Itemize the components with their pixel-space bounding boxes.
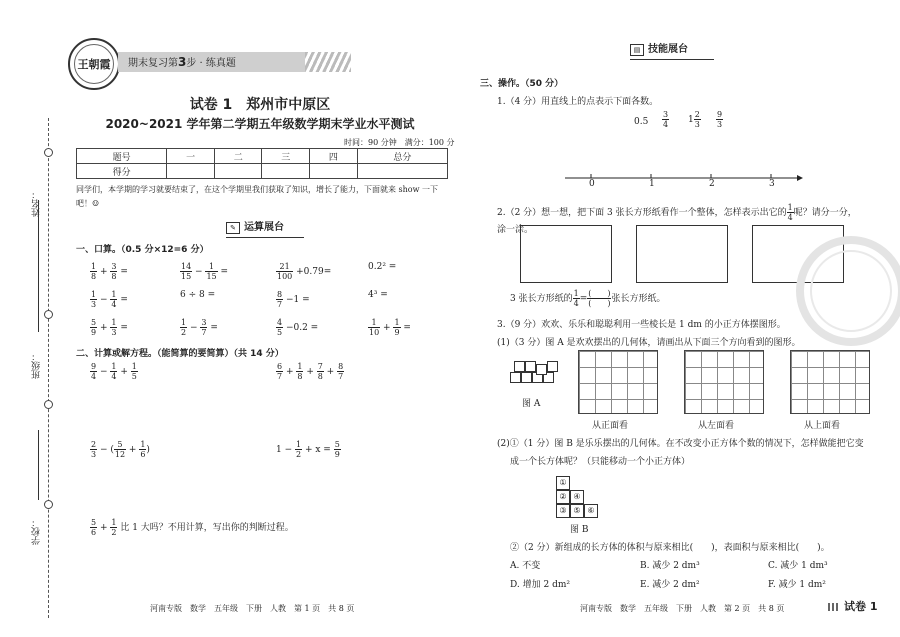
binding-hole <box>44 500 53 509</box>
oral-item[interactable]: $\frac{1}{8}$ + $\frac{3}{8}$ = <box>91 262 128 281</box>
class-field[interactable] <box>38 262 39 332</box>
q3-text: 3.（9 分）欢欢、乐乐和聪聪利用一些棱长是 1 dm 的小正方体摆图形。 <box>497 320 786 330</box>
q1-number: $\frac{9}{3}$ <box>717 110 723 129</box>
oral-item[interactable]: 4³ = <box>368 290 388 300</box>
dots-icon <box>828 603 840 611</box>
score-header: 四 <box>310 149 358 164</box>
choice-e[interactable]: E. 减少 2 dm² <box>640 580 700 590</box>
choice-d[interactable]: D. 增加 2 dm² <box>510 580 570 590</box>
axis-tick-label: 0 <box>589 179 595 189</box>
q2-answer: 3 张长方形纸的 $\frac{1}{4}$ = $\frac{( )}{( )}$ 张长方形纸。 <box>510 289 666 308</box>
figure-b-cell: ③ <box>556 504 570 518</box>
oral-item[interactable]: 0.2² = <box>368 262 397 272</box>
calc-q3[interactable]: $\frac{2}{3}$ − ( $\frac{5}{12}$ + $\frac{1}{6}$ ) <box>91 440 150 459</box>
figure-b-cell: ① <box>556 476 570 490</box>
score-header: 三 <box>262 149 310 164</box>
oral-item[interactable]: $\frac{21}{100}$ +0.79= <box>277 262 332 281</box>
q1-number: 1 $\frac{2}{3}$ <box>688 110 700 129</box>
section-title-skill <box>630 42 714 58</box>
figure-a-label: 图 A <box>522 399 541 409</box>
choice-b[interactable]: B. 减少 2 dm³ <box>640 561 700 571</box>
score-row-label: 得分 <box>77 164 167 179</box>
score-cell[interactable] <box>167 164 215 179</box>
score-header: 总分 <box>357 149 447 164</box>
time-info: 时间：90 分钟 满分：100 分 <box>344 138 455 147</box>
intro-text: 同学们，本学期的学习就要结束了，在这个学期里我们获取了知识，增长了能力，下面就来 show 一下吧！☺ <box>76 185 439 208</box>
oral-item[interactable]: $\frac{1}{2}$ − $\frac{3}{7}$ = <box>181 318 218 337</box>
q3-2-line2: 成一个长方体呢？（只能移动一个小正方体） <box>510 457 691 467</box>
q2-answer-post: 张长方形纸。 <box>611 294 666 304</box>
score-header: 一 <box>167 149 215 164</box>
part1-heading: 一、口算。（0.5 分×12=6 分） <box>76 245 209 255</box>
rectangle-paper-1[interactable] <box>520 225 612 283</box>
calc-q5-text: 比 1 大吗？不用计算，写出你的判断过程。 <box>120 523 294 533</box>
q2-text: 2.（2 分）想一想，把下面 3 张长方形纸看作一个整体，怎样表示出它的 $\frac{1}{4}$ 呢？请分一分，涂一涂。 <box>497 203 857 235</box>
banner-prefix: 期末复习第 <box>128 58 178 69</box>
oral-item[interactable]: $\frac{8}{7}$ −1 = <box>277 290 310 309</box>
score-header: 题号 <box>77 149 167 164</box>
school-field[interactable] <box>38 430 39 500</box>
pencil-icon: ✎ <box>226 222 240 234</box>
score-table <box>76 148 448 179</box>
grid-left-view[interactable] <box>684 350 764 414</box>
view-label: 从上面看 <box>804 421 841 431</box>
calc-q5[interactable]: $\frac{5}{6}$ + $\frac{1}{2}$ 比 1 大吗？不用计算，写出你的判断过程。 <box>91 518 294 537</box>
grid-top-view[interactable] <box>790 350 870 414</box>
binding-hole <box>44 310 53 319</box>
q3-1-text: (1)（3 分）图 A 是欢欢摆出的几何体，请画出从下面三个方向看到的图形。 <box>497 338 801 348</box>
banner-suffix: 步 · 练真题 <box>186 58 236 69</box>
score-cell[interactable] <box>357 164 447 179</box>
oral-item[interactable]: 6 ÷ 8 = <box>180 290 216 300</box>
q2-pre: 2.（2 分）想一想，把下面 3 张长方形纸看作一个整体，怎样表示出它的 <box>497 208 787 218</box>
choice-a[interactable]: A. 不变 <box>510 561 541 571</box>
figure-b-cell: ⑤ <box>570 504 584 518</box>
grid-front-view[interactable] <box>578 350 658 414</box>
q1-number: $\frac{3}{4}$ <box>663 110 669 129</box>
score-row <box>77 164 448 179</box>
school-label: 学校： <box>32 518 42 545</box>
class-label: 班级： <box>32 352 42 379</box>
figure-b-label: 图 B <box>570 525 589 535</box>
oral-item[interactable]: $\frac{1}{10}$ + $\frac{1}{9}$ = <box>369 318 411 337</box>
binding-line <box>48 118 49 618</box>
name-field[interactable] <box>38 200 39 270</box>
page-tag-text: 试卷 1 <box>844 600 878 613</box>
q1-number: 0.5 <box>634 117 649 127</box>
binding-hole <box>44 148 53 157</box>
q3-2-line1: (2)①（1 分）图 B 是乐乐摆出的几何体。在不改变小正方体个数的情况下，怎样做能把它变 <box>497 439 864 449</box>
section-title-text: 运算展台 <box>244 222 284 233</box>
oral-item[interactable]: $\frac{4}{5}$ −0.2 = <box>277 318 319 337</box>
calc-q1[interactable]: $\frac{9}{4}$ − $\frac{1}{4}$ + $\frac{1}{5}$ <box>91 362 137 381</box>
section-title-text: 技能展台 <box>648 44 688 55</box>
calc-q4[interactable]: 1 − $\frac{1}{2}$ + x = $\frac{5}{9}$ <box>276 440 340 459</box>
figure-b-cell: ② <box>556 490 570 504</box>
section-title-calc <box>226 220 304 236</box>
footer-left: 河南专版 数学 五年级 下册 人教 第 1 页 共 8 页 <box>150 604 355 613</box>
view-label: 从正面看 <box>592 421 629 431</box>
figure-b-cell: ④ <box>570 490 584 504</box>
banner-step: 3 <box>178 55 187 69</box>
score-cell[interactable] <box>262 164 310 179</box>
choice-c[interactable]: C. 减少 1 dm³ <box>768 561 828 571</box>
banner-stripe <box>305 52 351 72</box>
footer-right: 河南专版 数学 五年级 下册 人教 第 2 页 共 8 页 <box>580 604 785 613</box>
name-label: 姓名： <box>32 190 42 217</box>
book-icon: ▤ <box>630 44 644 56</box>
logo-text: 王朝霞 <box>74 44 114 84</box>
choice-f[interactable]: F. 减少 1 dm² <box>768 580 826 590</box>
seal-watermark-inner <box>810 250 892 332</box>
score-header: 二 <box>214 149 262 164</box>
publisher-logo <box>68 38 120 90</box>
figure-b-cell: ⑥ <box>584 504 598 518</box>
axis-tick-label: 1 <box>649 179 655 189</box>
oral-item[interactable]: $\frac{1}{3}$ − $\frac{1}{4}$ = <box>91 290 128 309</box>
oral-item[interactable]: $\frac{5}{9}$ + $\frac{1}{3}$ = <box>91 318 128 337</box>
view-label: 从左面看 <box>698 421 735 431</box>
score-cell[interactable] <box>310 164 358 179</box>
q2-answer-pre: 3 张长方形纸的 <box>510 294 573 304</box>
q3-2b-text: ②（2 分）新组成的长方体的体积与原来相比( )，表面积与原来相比( )。 <box>510 543 830 553</box>
axis-tick-label: 2 <box>709 179 715 189</box>
rectangle-paper-2[interactable] <box>636 225 728 283</box>
page-tag <box>824 598 900 616</box>
q1-text: 1.（4 分）用直线上的点表示下面各数。 <box>497 97 659 107</box>
score-cell[interactable] <box>214 164 262 179</box>
binding-hole <box>44 400 53 409</box>
part2-heading: 二、计算或解方程。（能简算的要简算）（共 14 分） <box>76 349 284 359</box>
part3-heading: 三、操作。（50 分） <box>480 79 564 89</box>
calc-q2[interactable]: $\frac{6}{7}$ + $\frac{1}{8}$ + $\frac{7}{8}$ + $\frac{8}{7}$ <box>277 362 344 381</box>
score-header-row <box>77 149 448 164</box>
oral-item[interactable]: $\frac{14}{15}$ − $\frac{1}{15}$ = <box>181 262 229 281</box>
paper-title: 试卷 1 郑州市中原区 <box>189 97 331 113</box>
paper-subtitle: 2020~2021 学年第二学期五年级数学期末学业水平测试 <box>105 117 415 131</box>
q2-post: 呢？请分一分，涂一涂。 <box>497 208 857 235</box>
axis-tick-label: 3 <box>769 179 775 189</box>
